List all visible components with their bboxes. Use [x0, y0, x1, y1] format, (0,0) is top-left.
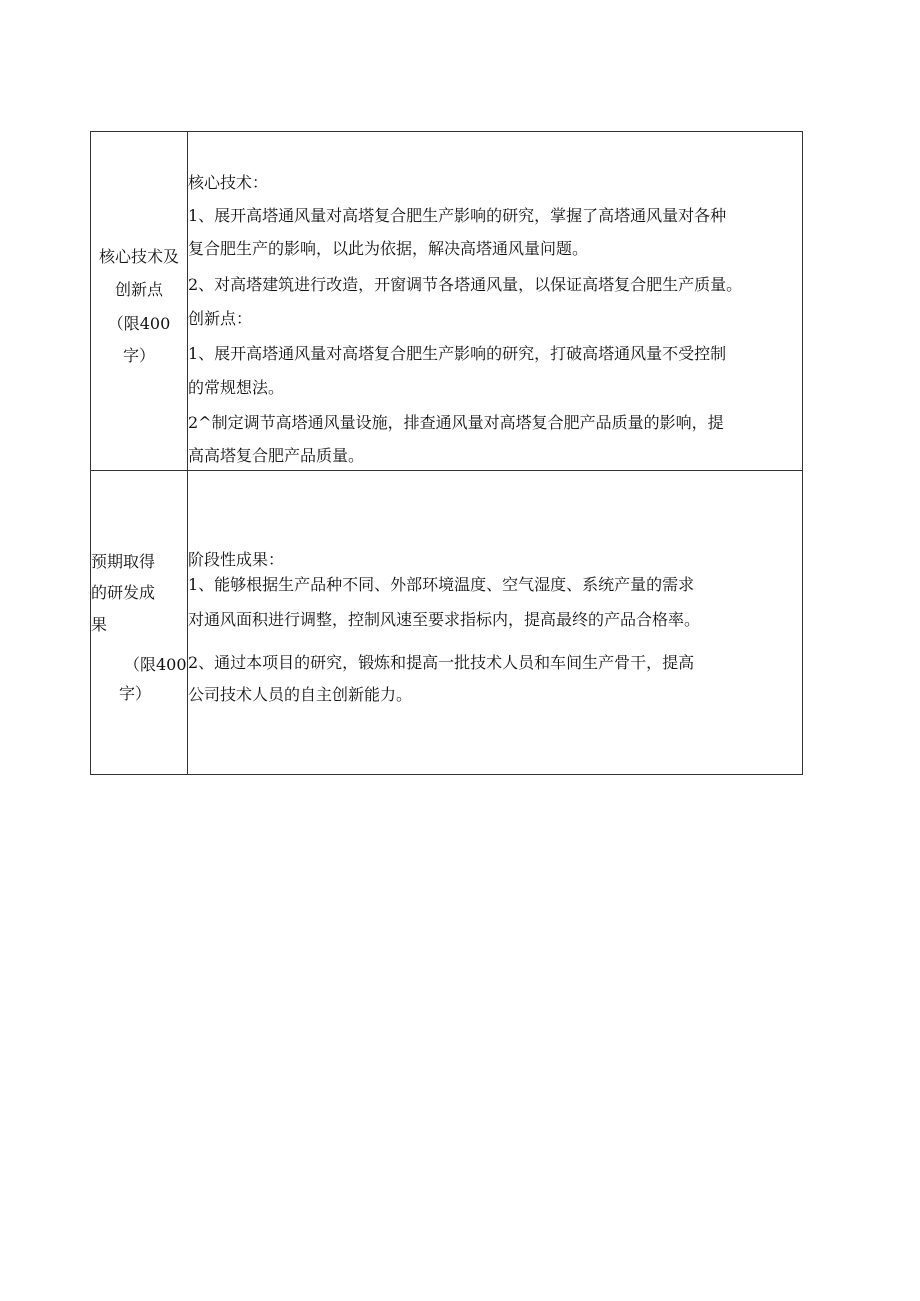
content-line: 高高塔复合肥产品质量。 [188, 446, 365, 465]
content-line: 对通风面积进行调整，控制风速至要求指标内，提高最终的产品合格率。 [188, 610, 701, 629]
content-line: 2、对高塔建筑进行改造，开窗调节各塔通风量，以保证高塔复合肥生产质量。 [188, 275, 743, 294]
expected-results-label-cell [91, 471, 188, 774]
core-technology-label-line: 创新点 [114, 280, 163, 299]
word-limit-label-line: 字） [119, 684, 152, 703]
content-line: 1、能够根据生产品种不同、外部环境温度、空气湿度、系统产量的需求 [188, 575, 695, 594]
expected-results-content-cell [188, 471, 802, 774]
stage-results-heading: 阶段性成果： [188, 550, 285, 569]
core-technology-label-cell [91, 132, 188, 470]
word-limit-label-line: 字） [122, 346, 155, 365]
content-line: 1、展开高塔通风量对高塔复合肥生产影响的研究，掌握了高塔通风量对各种 [188, 206, 727, 225]
expected-results-label-line: 预期取得 [91, 552, 156, 571]
expected-results-label-line: 的研发成 [91, 583, 156, 602]
core-technology-row [91, 132, 802, 471]
content-line: 2^制定调节高塔通风量设施，排查通风量对高塔复合肥产品质量的影响，提 [188, 413, 724, 432]
expected-results-row [91, 471, 802, 774]
core-technology-label-line: 核心技术及 [98, 247, 179, 266]
content-line: 复合肥生产的影响，以此为依据，解决高塔通风量问题。 [188, 239, 589, 258]
core-technology-content-cell [188, 132, 802, 470]
expected-results-label-line: 果 [91, 615, 108, 634]
word-limit-label-line: （限400 [124, 655, 187, 674]
content-line: 公司技术人员的自主创新能力。 [188, 685, 413, 704]
content-line: 2、通过本项目的研究，锻炼和提高一批技术人员和车间生产骨干，提高 [188, 653, 695, 672]
content-line: 的常规想法。 [188, 378, 285, 397]
application-form-table [90, 131, 803, 775]
content-line: 1、展开高塔通风量对高塔复合肥生产影响的研究，打破高塔通风量不受控制 [188, 344, 727, 363]
word-limit-label-line: （限400 [107, 314, 171, 333]
core-technology-heading: 核心技术： [188, 173, 269, 192]
innovation-heading: 创新点： [188, 309, 253, 328]
